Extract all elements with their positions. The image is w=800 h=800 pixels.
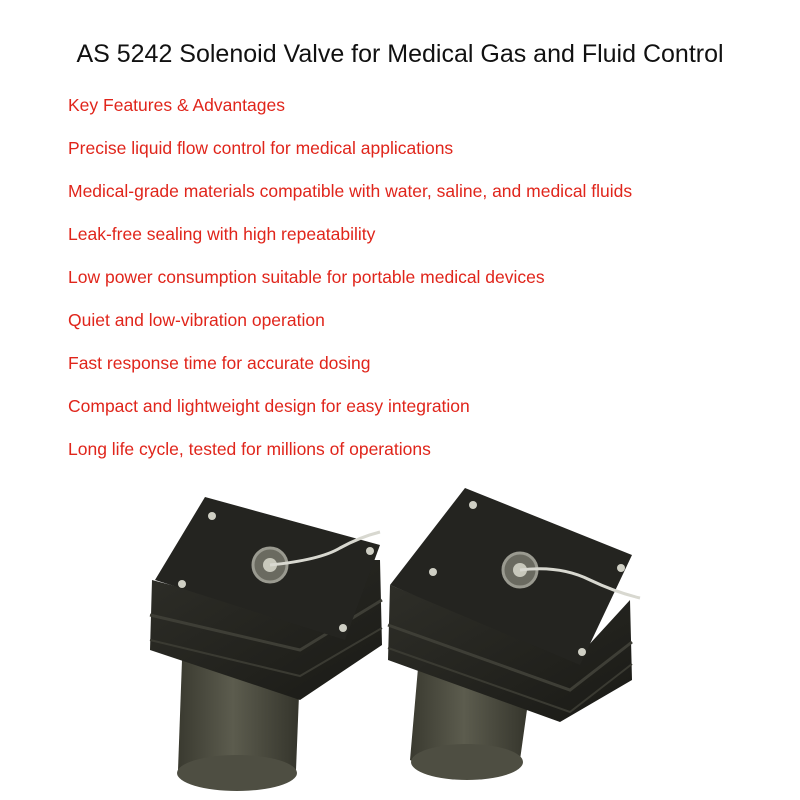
feature-item — [68, 393, 632, 436]
feature-item-text: Compact and lightweight design for easy integration — [68, 396, 470, 416]
feature-item-text: Fast response time for accurate dosing — [68, 353, 371, 373]
feature-item — [68, 221, 632, 264]
feature-item — [68, 178, 632, 221]
feature-item — [68, 135, 632, 178]
feature-list — [68, 92, 632, 479]
feature-item-text: Quiet and low-vibration operation — [68, 310, 325, 330]
feature-item-text: Long life cycle, tested for millions of operations — [68, 439, 431, 459]
valve-left — [150, 497, 382, 791]
feature-item — [68, 350, 632, 393]
feature-item-text: Medical-grade materials compatible with water, saline, and medical fluids — [68, 181, 633, 201]
feature-item-text: Low power consumption suitable for portable medical devices — [68, 267, 545, 287]
feature-item — [68, 307, 632, 350]
feature-item-text: Precise liquid flow control for medical applications — [68, 138, 454, 158]
features-heading-text: Key Features & Advantages — [68, 95, 285, 115]
features-heading — [68, 92, 632, 135]
feature-item-text: Leak-free sealing with high repeatability — [68, 224, 376, 244]
solenoid-valves-photo — [0, 470, 800, 800]
feature-item — [68, 264, 632, 307]
valve-right — [388, 488, 640, 780]
page-title: AS 5242 Solenoid Valve for Medical Gas and Fluid Control — [76, 40, 724, 68]
